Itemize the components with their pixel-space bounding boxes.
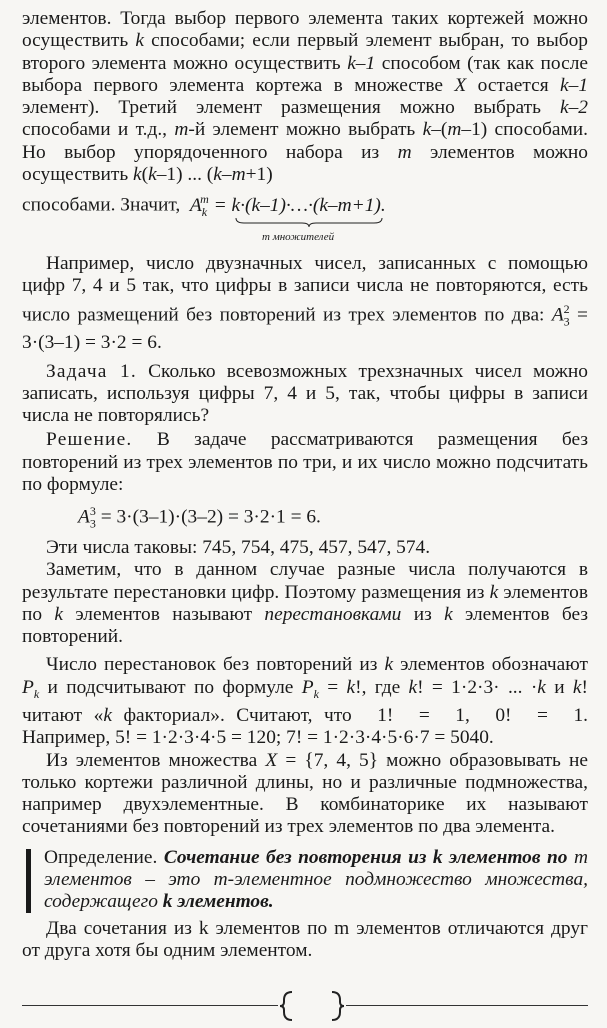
footer-rule-right	[346, 1005, 588, 1006]
page-bracket-icon	[278, 990, 346, 1022]
formula-intro: способами. Значит,	[22, 194, 181, 216]
footer-rule-left	[22, 1005, 278, 1006]
solution	[22, 429, 588, 496]
formula-arrangements: $A_k^m$ = k·(k–1)·…·(k–m+1).	[185, 195, 386, 216]
task-text: Сколько всевозможных трехзначных чисел можно записать, используя цифры 7, 4 и 5, так, чтобы цифры в записи числа не повторялись?	[22, 360, 588, 427]
formula-product: = k·(k–1)·…·(k–m+1).	[214, 195, 386, 217]
page-content	[22, 8, 588, 962]
underbrace-icon	[234, 217, 384, 227]
numbers-list: Эти числа таковы: 745, 754, 475, 457, 547, 574.	[46, 536, 431, 558]
solution-text: В задаче рассматриваются размещения без повторений из трех элементов по три, и их число можно подсчитать по формуле:	[22, 429, 588, 496]
task-1	[22, 361, 588, 428]
definition-label: Определение.	[44, 846, 158, 868]
brace-label: m множителей	[262, 231, 335, 244]
paragraph-4: Число перестановок без повторений из k элементов обозначают $P_k$ и подсчитывают по формуле $P_k = k$!, где k! = 1·2·3· ... ·k и k! читают «k факториал». Считают, что 1! = 1, 0! = 1. Например, 5! = 1·2·3·4·5 = 120; 7! = 1·2·3·4·5·6·7 = 5040.	[22, 654, 589, 749]
paragraph-2: Например, число двузначных чисел, записанных с помощью цифр 7, 4 и 5 так, что цифры в записи числа не повторяются, есть число размещений без повторений из трех элементов по два: $A_3^2 = 3\cdot(3-1) = 3\cdot 2 = 6$.	[22, 253, 588, 354]
task-label: Задача 1.	[46, 360, 137, 382]
paragraph-1: элементов. Тогда выбор первого элемента таких кортежей можно осуществить k способами; если первый элемент выбран, то выбор второго элемента можно осуществить k–1 способом (так как после выбора первого элемента кортежа в множестве X остается k–1 элемент). Третий элемент размещения можно выбрать k–2 способами и т.д., m-й элемент можно выбрать k–(m–1) способами. Но выбор упорядоченного набора из m элементов можно осуществить k(k–1) ... (k–m+1)	[22, 8, 589, 186]
paragraph-3: Заметим, что в данном случае разные числа получаются в результате перестановки цифр. Поэтому размещения из k элементов по k элементов называют перестановками из k элементов без повторений.	[22, 559, 588, 648]
formula-line-1	[22, 188, 588, 223]
definition-text: Сочетание без повторения из k элементов по m элементов – это m-элементное подмножество множества, содержащего k элементов.	[44, 846, 588, 913]
definition-block	[26, 847, 588, 914]
definition	[44, 847, 588, 914]
term-permutations: перестановками	[264, 603, 402, 625]
paragraph-5: Из элементов множества X = {7, 4, 5} можно образовывать не только кортежи различной длины, но и различные подмножества, например двухэлементные. В комбинаторике их называют сочетаниями без повторений из трех элементов по два элемента.	[22, 749, 588, 838]
solution-label: Решение.	[46, 429, 133, 451]
formula-2: $A_3^3 = 3\cdot(3-1)\cdot(3-2) = 3\cdot 2\cdot 1 = 6$.	[78, 504, 321, 531]
definition-bar	[26, 849, 31, 913]
paragraph-6: Два сочетания из k элементов по m элементов отличаются друг от друга хотя бы одним элементом.	[22, 917, 588, 961]
